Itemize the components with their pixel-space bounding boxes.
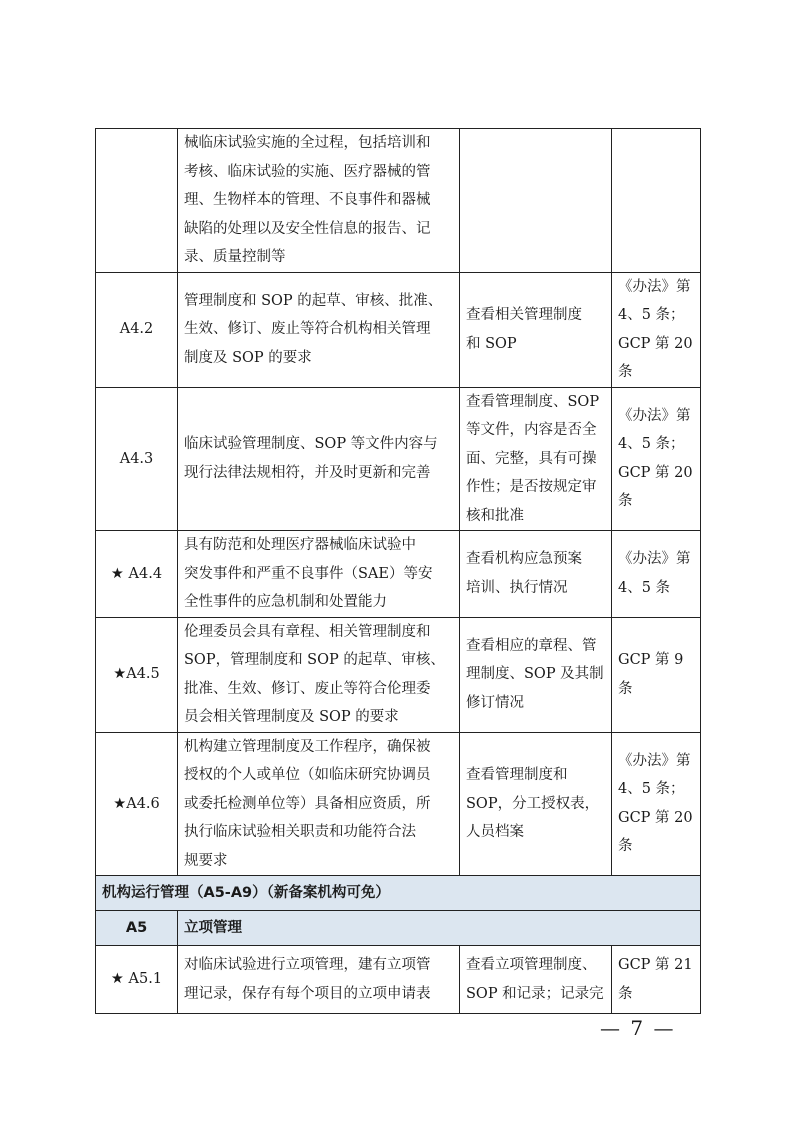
item-content: 临床试验管理制度、SOP 等文件内容与 现行法律法规相符，并及时更新和完善 [178,387,460,531]
table-row [96,946,701,1014]
legal-basis: 《办法》第 4、5 条 [612,531,701,618]
legal-basis: GCP 第 9 条 [612,617,701,732]
check-method: 查看机构应急预案 培训、执行情况 [460,531,612,618]
requirements-table [95,128,701,1014]
check-method: 查看立项管理制度、 SOP 和记录；记录完 [460,946,612,1014]
item-content: 具有防范和处理医疗器械临床试验中 突发事件和严重不良事件（SAE）等安 全性事件的应急机制和处置能力 [178,531,460,618]
section-header: 机构运行管理（A5-A9）（新备案机构可免） [96,876,701,911]
legal-basis: 《办法》第 4、5 条； GCP 第 20 条 [612,732,701,876]
item-content: 械临床试验实施的全过程，包括培训和 考核、临床试验的实施、医疗器械的管 理、生物样本的管理、不良事件和器械 缺陷的处理以及安全性信息的报告、记 录、质量控制等 [178,129,460,273]
check-method: 查看相应的章程、管 理制度、SOP 及其制 修订情况 [460,617,612,732]
item-code: A4.3 [96,387,178,531]
item-content: 对临床试验进行立项管理，建有立项管 理记录，保存有每个项目的立项申请表 [178,946,460,1014]
subsection-title: 立项管理 [178,911,701,946]
item-code [96,129,178,273]
check-method: 查看管理制度和 SOP，分工授权表， 人员档案 [460,732,612,876]
table-row [96,732,701,876]
check-method: 查看相关管理制度 和 SOP [460,272,612,387]
item-content: 伦理委员会具有章程、相关管理制度和 SOP，管理制度和 SOP 的起草、审核、 批准、生效、修订、废止等符合伦理委 员会相关管理制度及 SOP 的要求 [178,617,460,732]
legal-basis: 《办法》第 4、5 条； GCP 第 20 条 [612,387,701,531]
section-header-row [96,876,701,911]
legal-basis [612,129,701,273]
table-row [96,129,701,273]
item-code: A4.2 [96,272,178,387]
item-code: ★ A5.1 [96,946,178,1014]
item-code: ★A4.6 [96,732,178,876]
check-method [460,129,612,273]
page-number: — 7 — [600,1016,676,1040]
table-row [96,617,701,732]
check-method: 查看管理制度、SOP 等文件，内容是否全 面、完整，具有可操 作性；是否按规定审 核和批准 [460,387,612,531]
item-content: 机构建立管理制度及工作程序，确保被 授权的个人或单位（如临床研究协调员 或委托检测单位等）具备相应资质，所 执行临床试验相关职责和功能符合法 规要求 [178,732,460,876]
item-code: ★A4.5 [96,617,178,732]
subsection-code: A5 [96,911,178,946]
legal-basis: GCP 第 21 条 [612,946,701,1014]
table-row [96,387,701,531]
item-content: 管理制度和 SOP 的起草、审核、批准、 生效、修订、废止等符合机构相关管理 制度及 SOP 的要求 [178,272,460,387]
table-row [96,531,701,618]
subsection-row [96,911,701,946]
legal-basis: 《办法》第 4、5 条； GCP 第 20 条 [612,272,701,387]
item-code: ★ A4.4 [96,531,178,618]
table-row [96,272,701,387]
